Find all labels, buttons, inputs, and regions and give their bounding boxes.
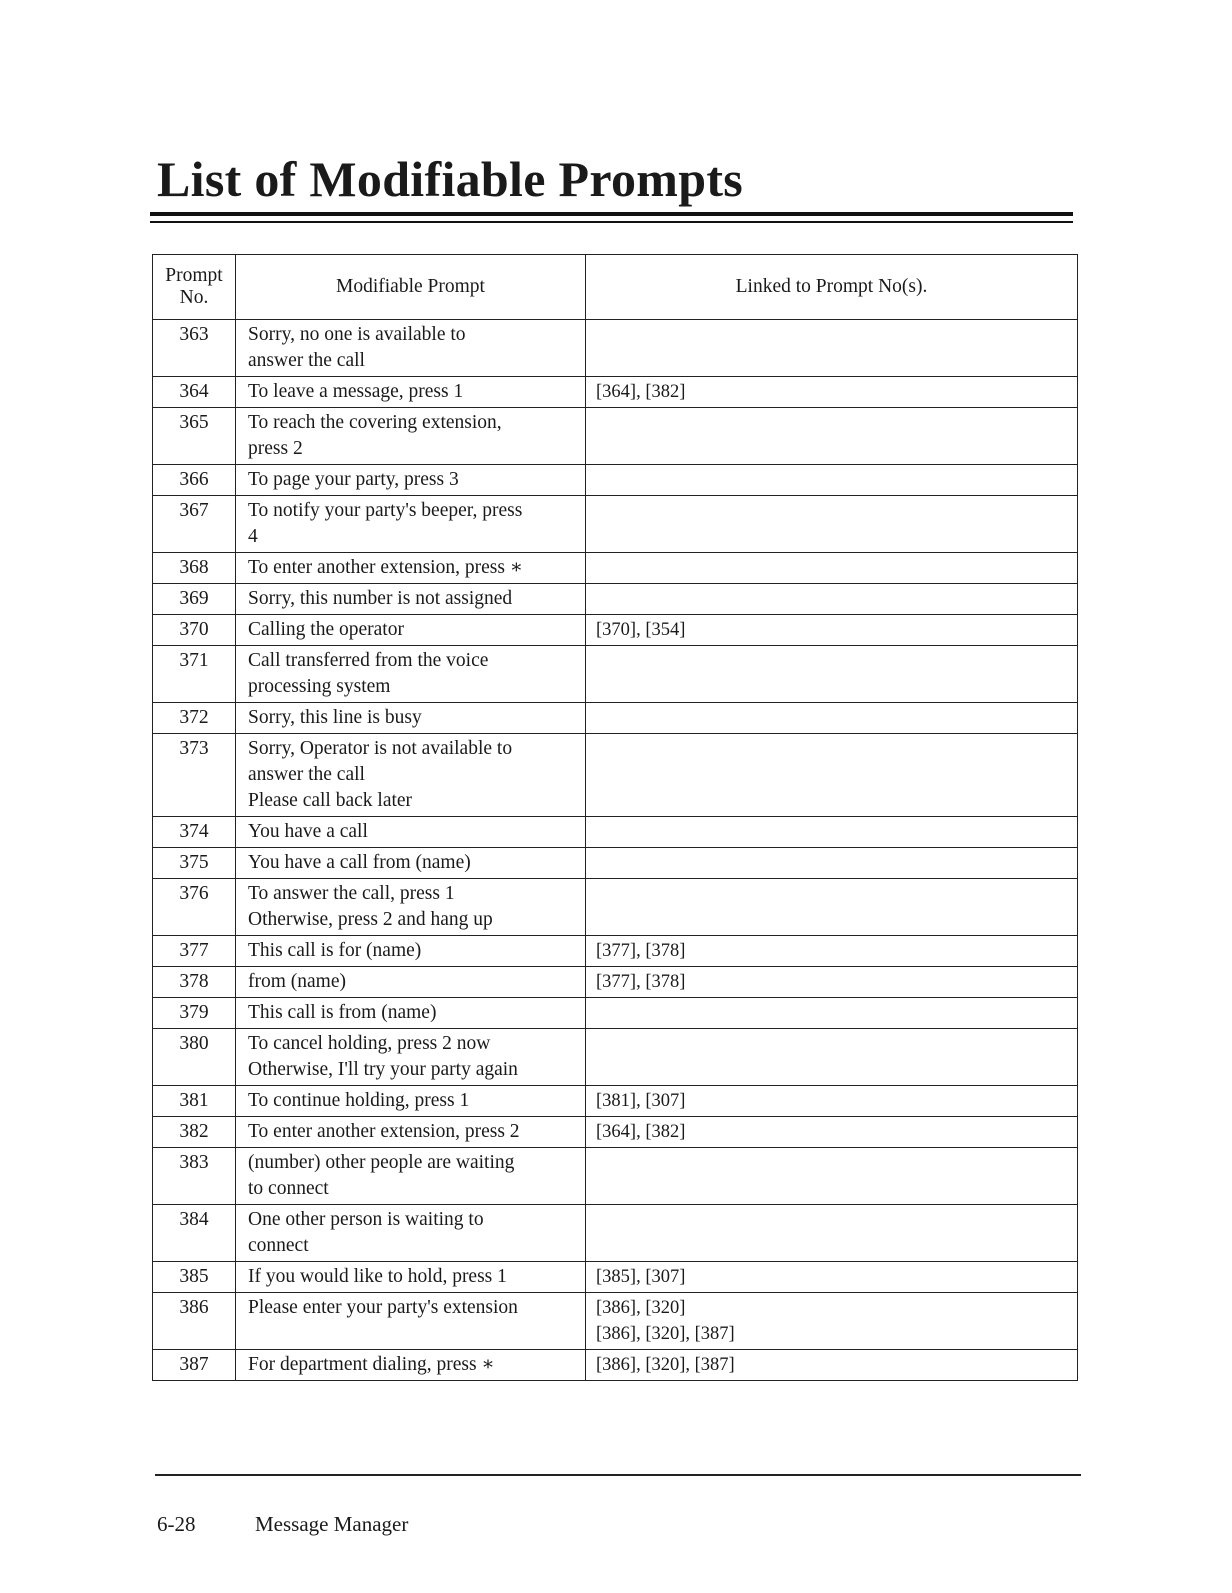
table-row — [153, 584, 1078, 615]
table-row — [153, 496, 1078, 553]
prompt-number: 373 — [153, 734, 236, 817]
prompt-text: To answer the call, press 1 Otherwise, press 2 and hang up — [236, 879, 586, 936]
table-row — [153, 1262, 1078, 1293]
linked-prompts — [586, 703, 1078, 734]
prompt-text: To page your party, press 3 — [236, 465, 586, 496]
linked-prompts — [586, 465, 1078, 496]
footer-rule — [155, 1474, 1081, 1476]
linked-prompts — [586, 408, 1078, 465]
prompt-text: You have a call from (name) — [236, 848, 586, 879]
linked-prompts — [586, 879, 1078, 936]
table-row — [153, 1117, 1078, 1148]
prompt-number: 378 — [153, 967, 236, 998]
linked-prompts — [586, 553, 1078, 584]
header-linked-prompts: Linked to Prompt No(s). — [586, 255, 1078, 320]
table-row — [153, 408, 1078, 465]
prompt-number: 365 — [153, 408, 236, 465]
linked-prompts: [364], [382] — [586, 1117, 1078, 1148]
table-row — [153, 1029, 1078, 1086]
table-row — [153, 936, 1078, 967]
linked-prompts — [586, 584, 1078, 615]
linked-prompts: [386], [320] [386], [320], [387] — [586, 1293, 1078, 1350]
table-row — [153, 967, 1078, 998]
prompt-text: Sorry, this line is busy — [236, 703, 586, 734]
prompt-number: 385 — [153, 1262, 236, 1293]
linked-prompts — [586, 496, 1078, 553]
prompt-number: 368 — [153, 553, 236, 584]
prompt-number: 363 — [153, 320, 236, 377]
linked-prompts — [586, 1205, 1078, 1262]
linked-prompts — [586, 320, 1078, 377]
table-row — [153, 1205, 1078, 1262]
prompt-number: 379 — [153, 998, 236, 1029]
linked-prompts: [385], [307] — [586, 1262, 1078, 1293]
prompt-text: To reach the covering extension, press 2 — [236, 408, 586, 465]
prompt-text: This call is for (name) — [236, 936, 586, 967]
table-row — [153, 553, 1078, 584]
table-row — [153, 320, 1078, 377]
header-prompt-no-label: Prompt No. — [165, 265, 223, 308]
table-row — [153, 1086, 1078, 1117]
table-row — [153, 615, 1078, 646]
prompt-text: from (name) — [236, 967, 586, 998]
prompt-text: Call transferred from the voice processing system — [236, 646, 586, 703]
prompt-number: 367 — [153, 496, 236, 553]
table-header-row — [153, 255, 1078, 320]
title-rule-thick — [150, 212, 1073, 216]
prompt-text: Sorry, Operator is not available to answer the call Please call back later — [236, 734, 586, 817]
prompt-text: Sorry, this number is not assigned — [236, 584, 586, 615]
prompt-number: 366 — [153, 465, 236, 496]
linked-prompts: [364], [382] — [586, 377, 1078, 408]
table-row — [153, 848, 1078, 879]
title-rule-thin — [150, 221, 1073, 223]
prompt-number: 386 — [153, 1293, 236, 1350]
prompt-text: One other person is waiting to connect — [236, 1205, 586, 1262]
header-prompt-no — [153, 255, 236, 320]
prompt-number: 383 — [153, 1148, 236, 1205]
table-row — [153, 465, 1078, 496]
prompt-text: Sorry, no one is available to answer the call — [236, 320, 586, 377]
prompt-number: 375 — [153, 848, 236, 879]
prompt-text: To leave a message, press 1 — [236, 377, 586, 408]
prompt-number: 374 — [153, 817, 236, 848]
table-row — [153, 377, 1078, 408]
linked-prompts — [586, 848, 1078, 879]
prompt-number: 382 — [153, 1117, 236, 1148]
prompt-number: 364 — [153, 377, 236, 408]
prompt-number: 380 — [153, 1029, 236, 1086]
prompt-number: 381 — [153, 1086, 236, 1117]
table-row — [153, 1148, 1078, 1205]
prompt-number: 371 — [153, 646, 236, 703]
linked-prompts — [586, 817, 1078, 848]
linked-prompts — [586, 646, 1078, 703]
prompt-text: (number) other people are waiting to connect — [236, 1148, 586, 1205]
prompt-text: To enter another extension, press 2 — [236, 1117, 586, 1148]
prompt-number: 369 — [153, 584, 236, 615]
table-row — [153, 1350, 1078, 1381]
linked-prompts — [586, 998, 1078, 1029]
prompt-number: 387 — [153, 1350, 236, 1381]
header-modifiable-prompt: Modifiable Prompt — [236, 255, 586, 320]
prompt-text: Calling the operator — [236, 615, 586, 646]
prompt-text: Please enter your party's extension — [236, 1293, 586, 1350]
linked-prompts: [377], [378] — [586, 936, 1078, 967]
prompt-text: You have a call — [236, 817, 586, 848]
prompt-number: 370 — [153, 615, 236, 646]
prompt-text: For department dialing, press ∗ — [236, 1350, 586, 1381]
linked-prompts — [586, 734, 1078, 817]
prompt-number: 377 — [153, 936, 236, 967]
prompt-text: To cancel holding, press 2 now Otherwise, I'll try your party again — [236, 1029, 586, 1086]
prompt-number: 372 — [153, 703, 236, 734]
prompt-number: 384 — [153, 1205, 236, 1262]
linked-prompts: [377], [378] — [586, 967, 1078, 998]
prompt-number: 376 — [153, 879, 236, 936]
table-row — [153, 879, 1078, 936]
linked-prompts — [586, 1148, 1078, 1205]
linked-prompts: [381], [307] — [586, 1086, 1078, 1117]
table-row — [153, 734, 1078, 817]
table-row — [153, 1293, 1078, 1350]
prompt-text: To notify your party's beeper, press 4 — [236, 496, 586, 553]
prompt-text: To continue holding, press 1 — [236, 1086, 586, 1117]
prompt-text: This call is from (name) — [236, 998, 586, 1029]
linked-prompts — [586, 1029, 1078, 1086]
table-row — [153, 817, 1078, 848]
table-row — [153, 998, 1078, 1029]
prompt-text: If you would like to hold, press 1 — [236, 1262, 586, 1293]
table-row — [153, 646, 1078, 703]
table-body — [153, 320, 1078, 1381]
linked-prompts: [370], [354] — [586, 615, 1078, 646]
page-title: List of Modifiable Prompts — [157, 151, 744, 207]
page-number: 6-28 — [157, 1512, 196, 1536]
linked-prompts: [386], [320], [387] — [586, 1350, 1078, 1381]
table-row — [153, 703, 1078, 734]
section-name: Message Manager — [255, 1512, 409, 1536]
prompt-text: To enter another extension, press ∗ — [236, 553, 586, 584]
prompts-table — [152, 254, 1078, 1381]
